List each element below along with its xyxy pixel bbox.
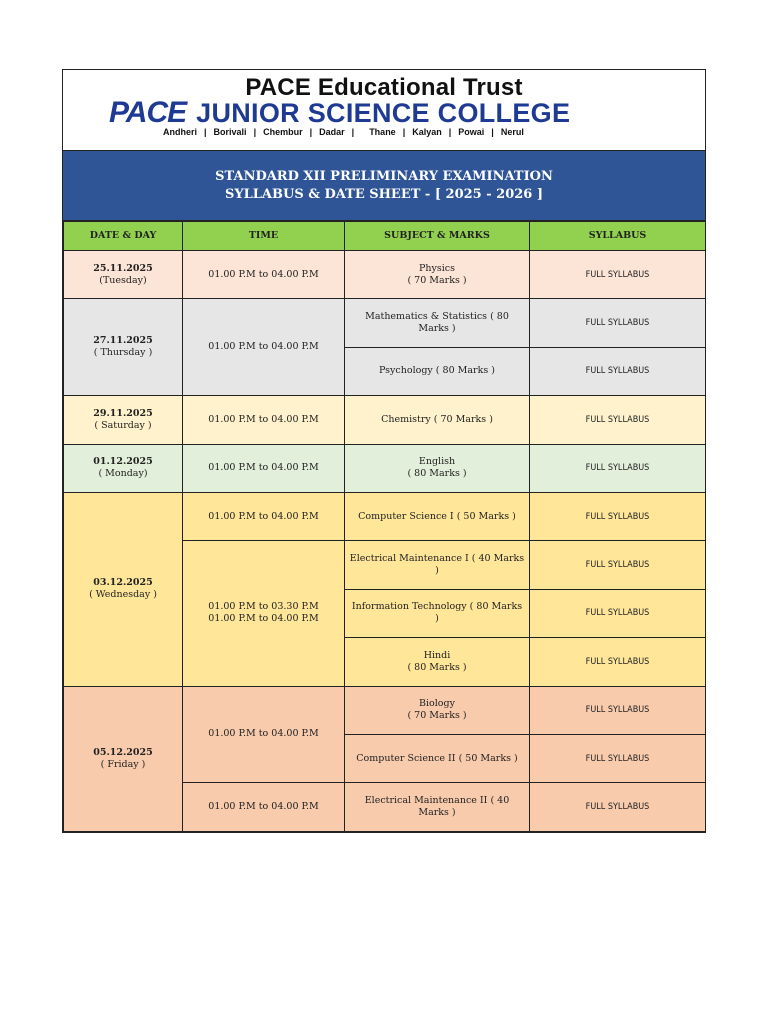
column-header: SYLLABUS [530,222,706,251]
subject-cell: Chemistry ( 70 Marks ) [345,396,530,444]
table-row [64,251,706,299]
branch-name: Kalyan [412,127,442,137]
subject-marks: ( 70 Marks ) [407,710,467,722]
time-cell: 01.00 P.M to 04.00 P.M [183,396,345,444]
subject-name: Hindi [423,649,451,661]
syllabus-cell: FULL SYLLABUS [530,396,706,444]
time-cell: 01.00 P.M to 04.00 P.M [183,492,345,540]
table-row [64,299,706,347]
subject-cell: Mathematics & Statistics ( 80 Marks ) [345,299,530,347]
exam-day: ( Friday ) [100,758,146,770]
date-cell [64,251,183,299]
time-cell: 01.00 P.M to 04.00 P.M [183,444,345,492]
column-header: DATE & DAY [64,222,183,251]
date-sheet [62,69,706,833]
time-cell [183,541,345,686]
syllabus-cell: FULL SYLLABUS [530,299,706,347]
exam-subtitle: SYLLABUS & DATE SHEET - [ 2025 - 2026 ] [224,186,544,202]
pace-logo: PACE [109,96,187,129]
exam-date: 27.11.2025 [93,335,153,347]
date-cell [64,299,183,396]
subject-marks: ( 80 Marks ) [407,661,467,673]
exam-title-bar [63,151,705,221]
time-line: 01.00 P.M to 03.30 P.M [208,601,319,613]
time-cell: 01.00 P.M to 04.00 P.M [183,686,345,783]
subject-cell: Electrical Maintenance I ( 40 Marks ) [345,541,530,589]
subject-cell: Information Technology ( 80 Marks ) [345,589,530,637]
syllabus-cell: FULL SYLLABUS [530,347,706,395]
exam-title: STANDARD XII PRELIMINARY EXAMINATION [215,168,553,184]
subject-cell [345,638,530,686]
table-row [64,444,706,492]
syllabus-cell: FULL SYLLABUS [530,541,706,589]
branch-name: Nerul [500,127,524,137]
table-row [64,396,706,444]
branch-name: Borivali [213,127,247,137]
syllabus-cell: FULL SYLLABUS [530,444,706,492]
subject-cell: Electrical Maintenance II ( 40 Marks ) [345,783,530,831]
date-cell [64,444,183,492]
branch-name: Chembur [263,127,303,137]
college-row [109,98,570,128]
college-banner [63,70,705,151]
syllabus-cell: FULL SYLLABUS [530,589,706,637]
subject-cell [345,686,530,734]
subject-cell: Computer Science II ( 50 Marks ) [345,734,530,782]
table-row [64,686,706,734]
exam-date: 03.12.2025 [93,577,153,589]
schedule-table [63,221,706,832]
branch-name: Thane [369,127,396,137]
date-cell [64,686,183,831]
subject-marks: ( 80 Marks ) [407,468,467,480]
date-cell [64,396,183,444]
branch-name: Dadar [319,127,345,137]
column-header: SUBJECT & MARKS [345,222,530,251]
date-cell [64,492,183,686]
syllabus-cell: FULL SYLLABUS [530,686,706,734]
syllabus-cell: FULL SYLLABUS [530,251,706,299]
table-row [64,492,706,540]
time-cell: 01.00 P.M to 04.00 P.M [183,299,345,396]
exam-day: ( Monday) [98,468,148,480]
subject-name: Physics [419,262,455,274]
branch-list: Andheri | Borivali | Chembur | Dadar | Thane | Kalyan | Powai | Nerul [157,127,530,137]
exam-date: 01.12.2025 [93,456,153,468]
subject-name: English [418,456,456,468]
branch-name: Andheri [163,127,198,137]
syllabus-cell: FULL SYLLABUS [530,638,706,686]
syllabus-cell: FULL SYLLABUS [530,783,706,831]
trust-name: PACE Educational Trust [245,74,523,101]
exam-date: 25.11.2025 [93,262,153,274]
subject-cell: Computer Science I ( 50 Marks ) [345,492,530,540]
time-cell: 01.00 P.M to 04.00 P.M [183,251,345,299]
exam-day: ( Wednesday ) [89,589,157,601]
subject-cell: Psychology ( 80 Marks ) [345,347,530,395]
syllabus-cell: FULL SYLLABUS [530,734,706,782]
exam-day: ( Saturday ) [94,419,152,431]
subject-cell [345,251,530,299]
syllabus-cell: FULL SYLLABUS [530,492,706,540]
exam-day: ( Thursday ) [93,347,153,359]
time-cell: 01.00 P.M to 04.00 P.M [183,783,345,831]
exam-day: (Tuesday) [99,274,147,286]
exam-date: 05.12.2025 [93,746,153,758]
college-name: JUNIOR SCIENCE COLLEGE [196,98,571,128]
time-line: 01.00 P.M to 04.00 P.M [208,613,319,625]
subject-name: Biology [419,698,455,710]
column-header: TIME [183,222,345,251]
subject-cell [345,444,530,492]
subject-marks: ( 70 Marks ) [407,274,467,286]
exam-date: 29.11.2025 [93,407,153,419]
branch-name: Powai [458,127,485,137]
